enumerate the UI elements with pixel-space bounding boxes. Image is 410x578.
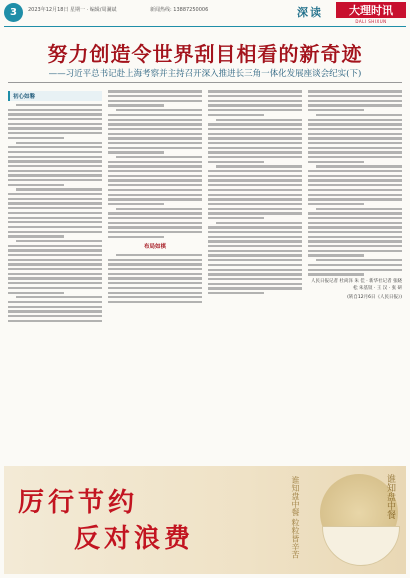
text-line: [308, 222, 402, 224]
text-line: [208, 212, 302, 214]
brand-pinyin: DALI SHIXUN: [355, 19, 387, 24]
text-line: [8, 263, 102, 265]
text-line: [108, 194, 202, 196]
text-line: [8, 118, 102, 120]
text-line: [108, 184, 202, 186]
text-line: [108, 161, 202, 163]
text-line: [8, 315, 102, 317]
hotline: 新闻热线: 13887250006: [150, 7, 209, 13]
text-line: [108, 231, 202, 233]
text-line: [8, 306, 102, 308]
text-line: [308, 198, 402, 200]
text-line: [108, 137, 202, 139]
text-line: [8, 184, 64, 186]
text-line: [208, 254, 302, 256]
text-line: [308, 170, 402, 172]
text-line: [308, 123, 402, 125]
text-line: [8, 113, 102, 115]
text-line: [108, 175, 202, 177]
text-line: [8, 137, 64, 139]
text-line: [308, 273, 364, 275]
text-line: [108, 100, 202, 102]
text-line: [8, 273, 102, 275]
text-line: [308, 240, 402, 242]
text-line: [308, 137, 402, 139]
article-body: [8, 88, 402, 460]
text-line: [216, 119, 302, 121]
text-line: [308, 203, 364, 205]
text-line: [8, 132, 102, 134]
text-line: [116, 208, 202, 210]
text-line: [208, 208, 302, 210]
text-line: [108, 236, 164, 238]
section-name: 深读: [297, 6, 323, 19]
text-line: [208, 189, 302, 191]
headline-divider: [8, 82, 402, 83]
text-line: [316, 114, 402, 116]
text-line: [208, 184, 302, 186]
text-line: [208, 264, 302, 266]
text-line: [8, 226, 102, 228]
text-line: [208, 104, 302, 106]
text-line: [316, 165, 402, 167]
text-line: [108, 287, 202, 289]
text-line: [308, 109, 364, 111]
column-4: [308, 88, 402, 460]
text-line: [108, 128, 202, 130]
text-line: [308, 231, 402, 233]
text-line: [308, 104, 402, 106]
ad-banner: [4, 466, 406, 574]
text-line: [108, 114, 202, 116]
text-line: [208, 292, 264, 294]
text-line: [108, 170, 202, 172]
text-line: [8, 301, 102, 303]
text-line: [208, 128, 302, 130]
text-line: [208, 90, 302, 92]
text-line: [308, 269, 402, 271]
text-line: [308, 250, 402, 252]
source-note: (转自12月6日《人民日报》): [347, 294, 402, 300]
text-line: [208, 278, 302, 280]
text-line: [308, 90, 402, 92]
text-line: [8, 235, 64, 237]
text-line: [208, 250, 302, 252]
text-line: [208, 142, 302, 144]
text-line: [308, 128, 402, 130]
text-line: [116, 254, 202, 256]
text-line: [108, 277, 202, 279]
text-line: [8, 282, 102, 284]
text-line: [208, 161, 264, 163]
text-line: [108, 189, 202, 191]
text-line: [208, 203, 302, 205]
text-line: [108, 292, 202, 294]
text-line: [108, 263, 202, 265]
text-line: [316, 208, 402, 210]
text-line: [8, 231, 102, 233]
text-line: [8, 202, 102, 204]
text-line: [8, 179, 102, 181]
text-line: [8, 217, 102, 219]
text-line: [8, 151, 102, 153]
text-line: [8, 193, 102, 195]
text-line: [8, 277, 102, 279]
text-line: [208, 217, 264, 219]
text-line: [308, 226, 402, 228]
text-line: [8, 320, 102, 322]
text-line: [108, 95, 202, 97]
text-line: [8, 245, 102, 247]
text-line: [16, 142, 102, 144]
text-line: [208, 100, 302, 102]
section-label: 布局如棋: [143, 244, 166, 250]
text-line: [16, 188, 102, 190]
text-line: [308, 212, 402, 214]
text-line: [8, 109, 102, 111]
text-line: [208, 175, 302, 177]
text-line: [208, 198, 302, 200]
text-line: [108, 198, 202, 200]
text-line: [208, 194, 302, 196]
text-line: [108, 226, 202, 228]
text-line: [108, 203, 164, 205]
text-line: [108, 222, 202, 224]
text-line: [108, 296, 202, 298]
text-line: [208, 231, 302, 233]
text-line: [8, 292, 64, 294]
text-line: [208, 151, 302, 153]
text-line: [308, 119, 402, 121]
date-line: 2023年12月18日 星期一 · 编辑/周澜斌: [28, 7, 117, 13]
banner-calligraphy-2: 谁知盘中餐: [385, 474, 395, 519]
text-line: [8, 268, 102, 270]
text-line: [116, 109, 202, 111]
text-line: [208, 287, 302, 289]
text-line: [216, 222, 302, 224]
headline: 努力创造令世界刮目相看的新奇迹: [47, 42, 363, 66]
text-line: [8, 207, 102, 209]
column-2: [108, 88, 202, 460]
text-line: [208, 137, 302, 139]
text-line: [108, 90, 202, 92]
text-line: [8, 160, 102, 162]
text-line: [308, 217, 402, 219]
text-line: [8, 259, 102, 261]
text-line: [308, 236, 402, 238]
text-line: [208, 156, 302, 158]
banner-calligraphy: 谁知盘中餐 粒粒皆辛苦: [291, 476, 300, 559]
text-line: [108, 151, 164, 153]
text-line: [208, 109, 302, 111]
text-line: [208, 147, 302, 149]
text-line: [308, 189, 402, 191]
text-line: [208, 226, 302, 228]
text-line: [208, 179, 302, 181]
text-line: [8, 198, 102, 200]
text-line: [308, 151, 402, 153]
text-line: [308, 133, 402, 135]
text-line: [208, 240, 302, 242]
text-line: [108, 104, 164, 106]
text-line: [8, 156, 102, 158]
text-line: [8, 170, 102, 172]
text-line: [208, 245, 302, 247]
text-line: [308, 245, 402, 247]
text-line: [8, 174, 102, 176]
text-line: [308, 264, 402, 266]
text-line: [108, 165, 202, 167]
text-line: [308, 147, 402, 149]
text-line: [308, 95, 402, 97]
text-line: [116, 156, 202, 158]
subtitle-box: 初心如磐: [8, 91, 102, 101]
text-line: [208, 95, 302, 97]
text-line: [308, 175, 402, 177]
text-line: [308, 142, 402, 144]
text-line: [208, 283, 302, 285]
text-line: [108, 212, 202, 214]
text-line: [108, 217, 202, 219]
text-line: [8, 123, 102, 125]
column-1: [8, 88, 102, 460]
text-line: [308, 161, 364, 163]
text-line: [8, 254, 102, 256]
text-line: [108, 142, 202, 144]
text-line: [208, 114, 264, 116]
text-line: [208, 133, 302, 135]
text-line: [16, 104, 102, 106]
text-line: [8, 165, 102, 167]
text-line: [108, 123, 202, 125]
text-line: [308, 194, 402, 196]
byline: 人民日报记者 杜尚泽 朱 佳 · 新华社记者 张晓松 朱基钗 · 王 汉 · 张 研: [310, 278, 402, 291]
text-line: [308, 184, 402, 186]
text-line: [316, 259, 402, 261]
text-line: [208, 170, 302, 172]
column-3: [208, 88, 302, 460]
text-line: [108, 133, 202, 135]
text-line: [8, 127, 102, 129]
banner-title-line1: 厉行节约: [18, 488, 139, 518]
text-line: [8, 249, 102, 251]
text-line: [8, 287, 102, 289]
text-line: [108, 259, 202, 261]
text-line: [108, 147, 202, 149]
text-line: [108, 301, 202, 303]
text-line: [108, 282, 202, 284]
banner-title-line2: 反对浪费: [74, 524, 195, 554]
text-line: [8, 146, 102, 148]
page-header: [0, 0, 410, 30]
text-line: [308, 179, 402, 181]
text-line: [308, 254, 364, 256]
text-line: [8, 310, 102, 312]
text-line: [208, 269, 302, 271]
text-line: [108, 268, 202, 270]
text-line: [208, 123, 302, 125]
text-line: [208, 259, 302, 261]
text-line: [208, 273, 302, 275]
text-line: [216, 165, 302, 167]
text-line: [308, 100, 402, 102]
text-line: [8, 221, 102, 223]
text-line: [16, 240, 102, 242]
text-line: [208, 236, 302, 238]
subheadline: ——习近平总书记赴上海考察并主持召开深入推进长三角一体化发展座谈会纪实(下): [48, 69, 362, 79]
text-line: [308, 156, 402, 158]
page-number: 3: [4, 3, 23, 22]
text-line: [108, 119, 202, 121]
brand-logo: 大理时讯: [336, 2, 406, 18]
text-line: [108, 179, 202, 181]
text-line: [16, 296, 102, 298]
text-line: [108, 273, 202, 275]
header-divider: [4, 26, 406, 27]
text-line: [8, 212, 102, 214]
